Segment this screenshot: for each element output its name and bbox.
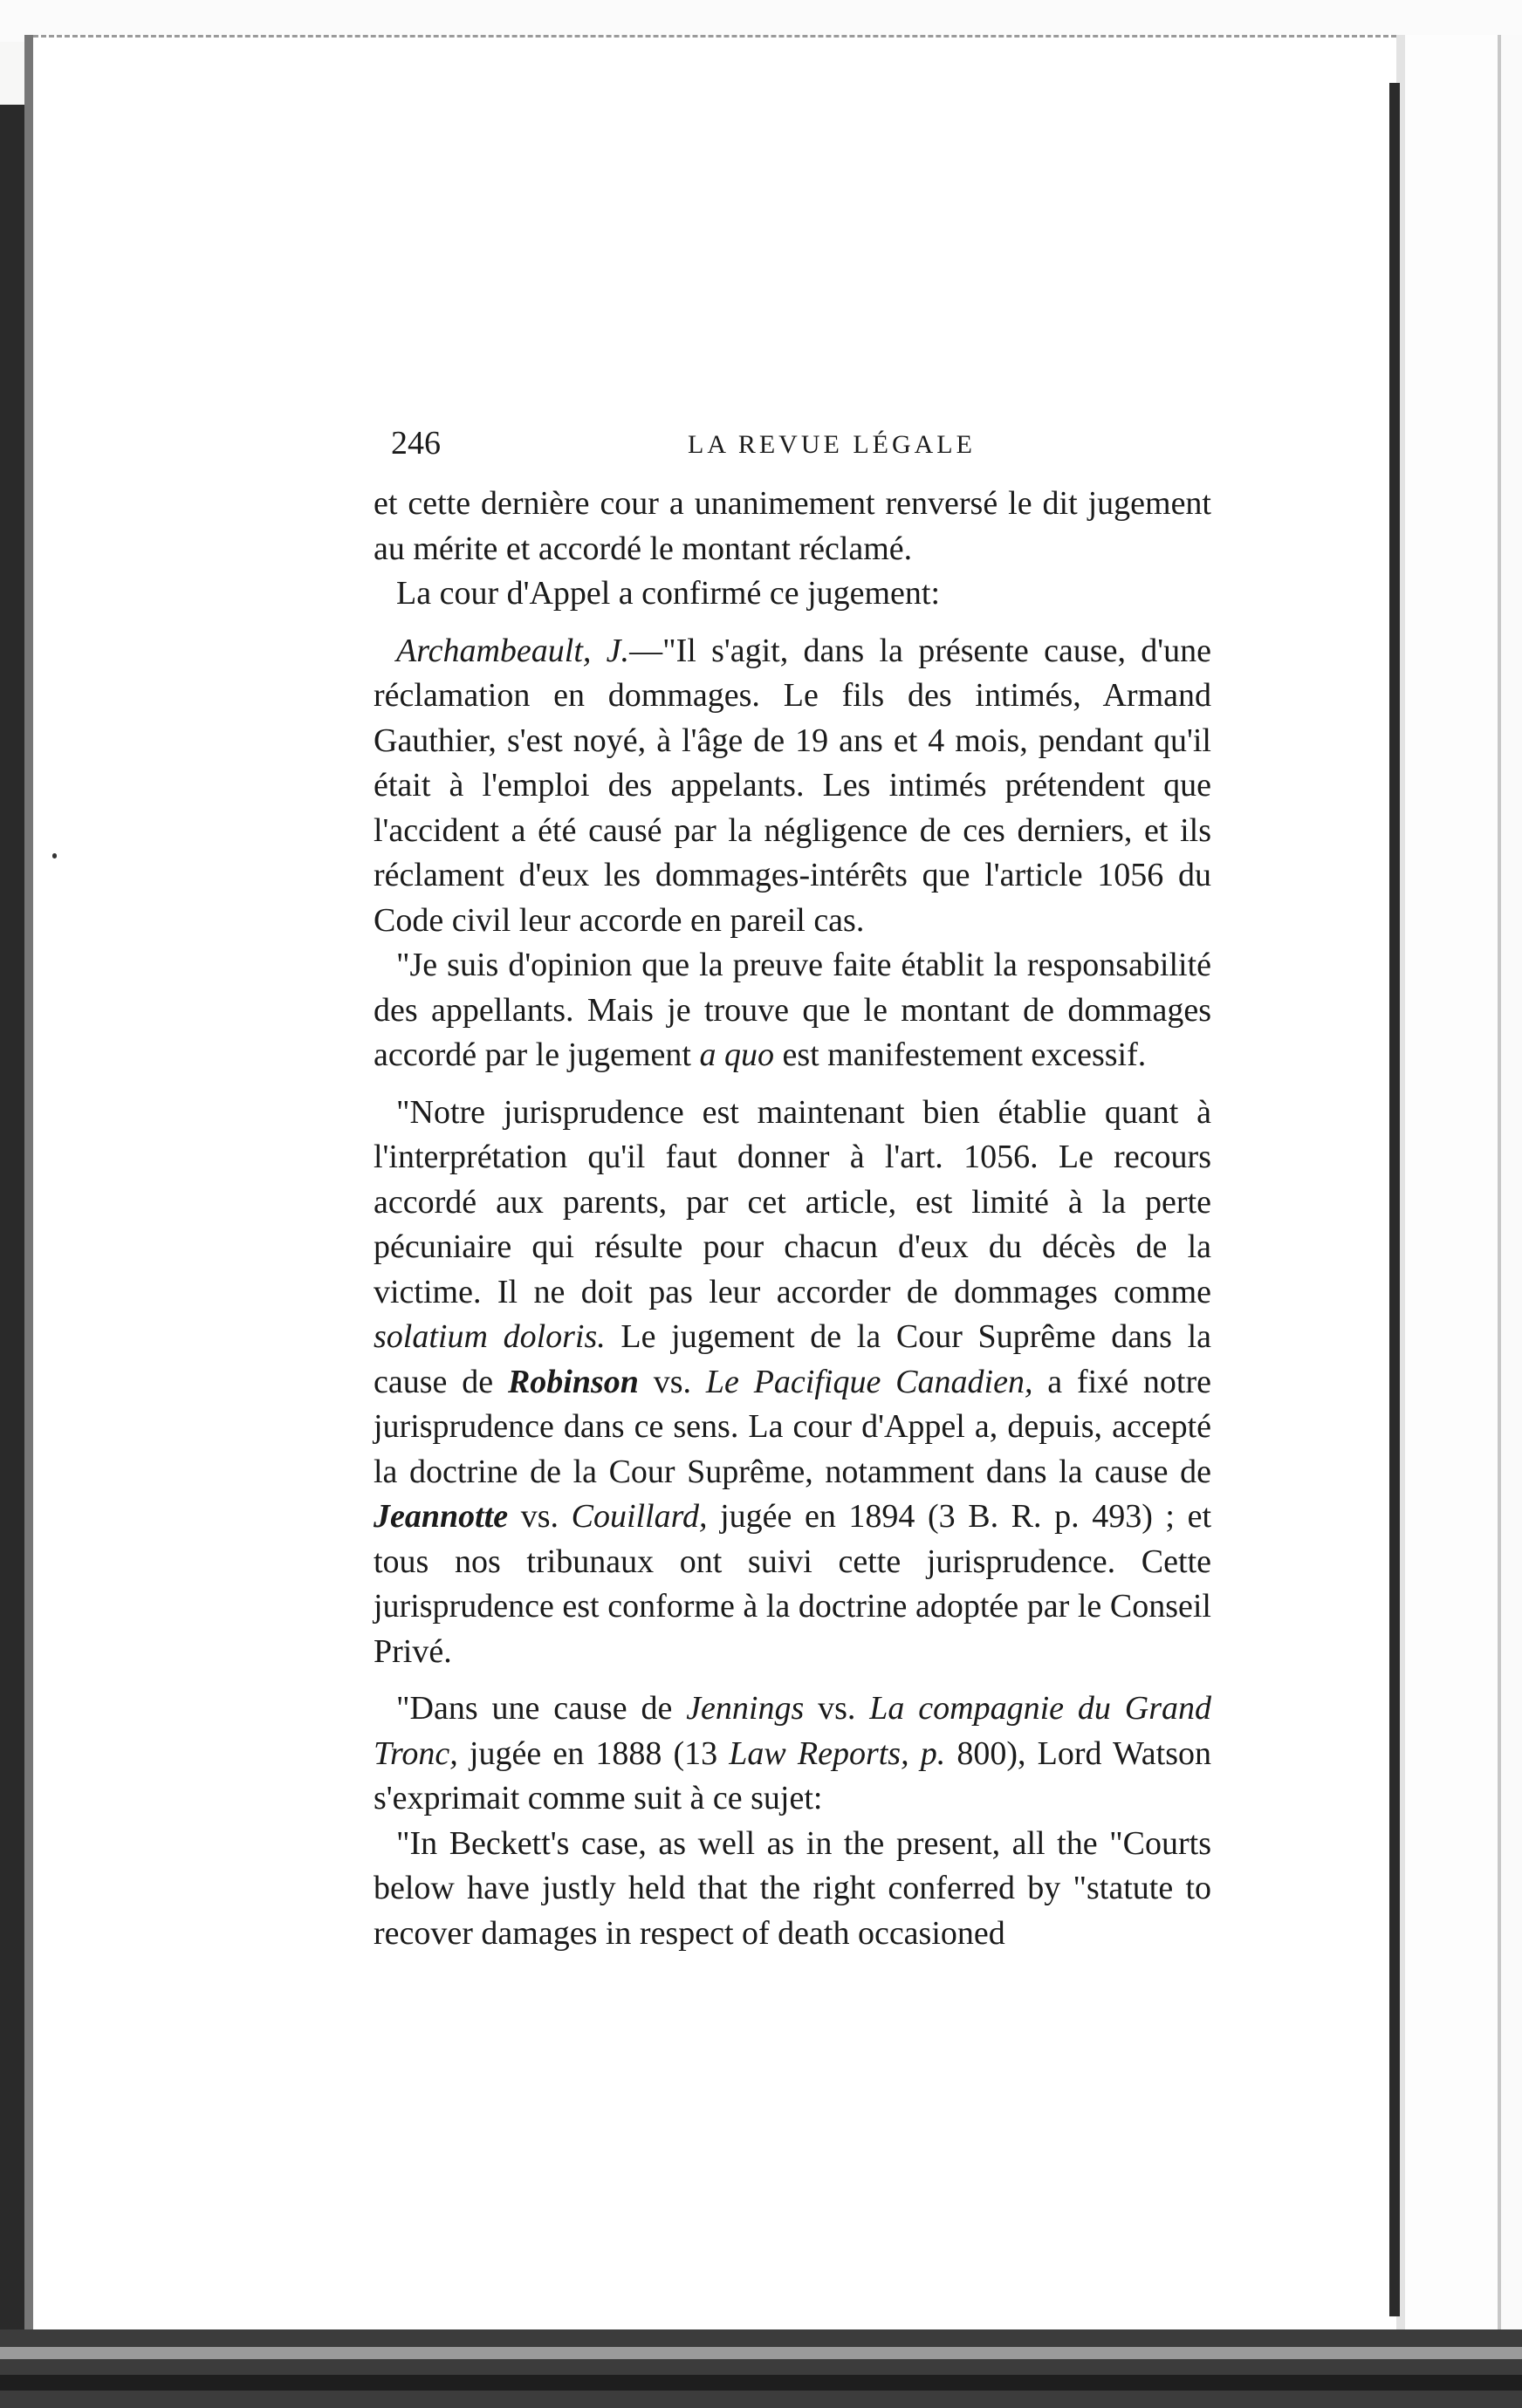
paragraph-text: est manifestement excessif. xyxy=(773,1036,1147,1073)
paragraph-text: "Notre jurisprudence est maintenant bien établie quant à l'interprétation qu'il faut donner à l'art. 1056. Le recours accordé aux parents, par cet article, est limité à la perte pécuniaire qui résulte pour chacun d'eux du décès de la victime. Il ne doit pas leur accorder de dommages comme xyxy=(374,1093,1211,1310)
paragraph-text: La cour d'Appel a confirmé ce jugement: xyxy=(396,575,941,612)
paragraph-text: 800), Lord Watson s'exprimait comme suit à ce sujet: xyxy=(374,1734,1212,1816)
paragraph-text: vs. xyxy=(638,1363,706,1400)
latin-term: solatium doloris. xyxy=(374,1318,606,1355)
paragraph-text: vs. xyxy=(508,1498,572,1535)
paragraph-1 xyxy=(374,482,1211,571)
case-party: Couillard, xyxy=(571,1498,708,1535)
paragraph-text: jugée en 1894 (3 B. R. p. 493) ; et tous nos tribunaux ont suivi cette jurisprudence. Cette jurisprudence est conforme à la doctrine adoptée par le Conseil Privé. xyxy=(374,1498,1211,1670)
paragraph-text: a fixé notre jurisprudence dans ce sens. La cour d'Appel a, depuis, accepté la doctrine de la Cour Suprême, notamment dans la cause de xyxy=(374,1363,1211,1490)
case-party: Le Pacifique Canadien, xyxy=(705,1363,1033,1400)
margin-speck xyxy=(52,853,57,859)
paragraph-text: Le jugement de la Cour Suprême dans la cause de xyxy=(374,1318,1211,1400)
latin-term: a quo xyxy=(699,1036,774,1073)
paragraph-2 xyxy=(374,571,1211,617)
paragraph-text: —"Il s'agit, dans la présente cause, d'une réclamation en dommages. Le fils des intimés, Armand Gauthier, s'est noyé, à l'âge de 19 ans et 4 mois, pendant qu'il était à l'emploi des appelants. Les intimés prétendent que l'accident a été causé par la négligence de ces derniers, et ils réclament d'eux les dommages-intérêts que l'article 1056 du Code civil leur accorde en pareil cas. xyxy=(374,632,1212,939)
case-party: La compagnie du Grand Tronc, xyxy=(374,1690,1211,1772)
running-head xyxy=(391,421,1211,465)
paragraph-4 xyxy=(374,943,1211,1078)
paragraph-3 xyxy=(374,629,1211,944)
page-number: 246 xyxy=(391,425,441,462)
text-block xyxy=(374,482,1211,1956)
paragraph-text: jugée en 1888 (13 xyxy=(457,1734,730,1772)
page-left-shadow xyxy=(24,35,33,2329)
bottom-scan-stripe xyxy=(0,2347,1522,2359)
judge-name: Archambeault, J. xyxy=(396,632,630,669)
paragraph-text: "Je suis d'opinion que la preuve faite établit la responsabilité des appellants. Mais je trouve que le montant de dommages accordé par le jugement xyxy=(374,947,1211,1073)
case-party: Robinson xyxy=(507,1363,639,1400)
paragraph-text: "Dans une cause de xyxy=(396,1690,687,1727)
bottom-scan-border xyxy=(0,2375,1522,2391)
paragraph-6 xyxy=(374,1686,1211,1822)
case-party: Jeannotte xyxy=(374,1498,509,1535)
running-title: LA REVUE LÉGALE xyxy=(688,430,976,459)
right-scan-margin xyxy=(1501,35,1522,2329)
paragraph-7 xyxy=(374,1822,1211,1957)
report-citation: Law Reports, p. xyxy=(729,1734,946,1772)
gutter-dark-line xyxy=(1389,83,1400,2316)
paragraph-text: et cette dernière cour a unanimement renversé le dit jugement au mérite et accordé le montant réclamé. xyxy=(374,485,1211,567)
adjacent-page-edge xyxy=(1405,35,1501,2329)
bottom-scan-edge xyxy=(0,2329,1522,2408)
paragraph-text: "In Beckett's case, as well as in the present, all the "Courts below have justly held that the right conferred by "statute to recover damages in respect of death occasioned xyxy=(374,1824,1211,1952)
paragraph-text: vs. xyxy=(804,1690,870,1727)
paragraph-5 xyxy=(374,1091,1211,1675)
left-scan-edge xyxy=(0,105,24,2334)
case-party: Jennings xyxy=(686,1690,805,1727)
